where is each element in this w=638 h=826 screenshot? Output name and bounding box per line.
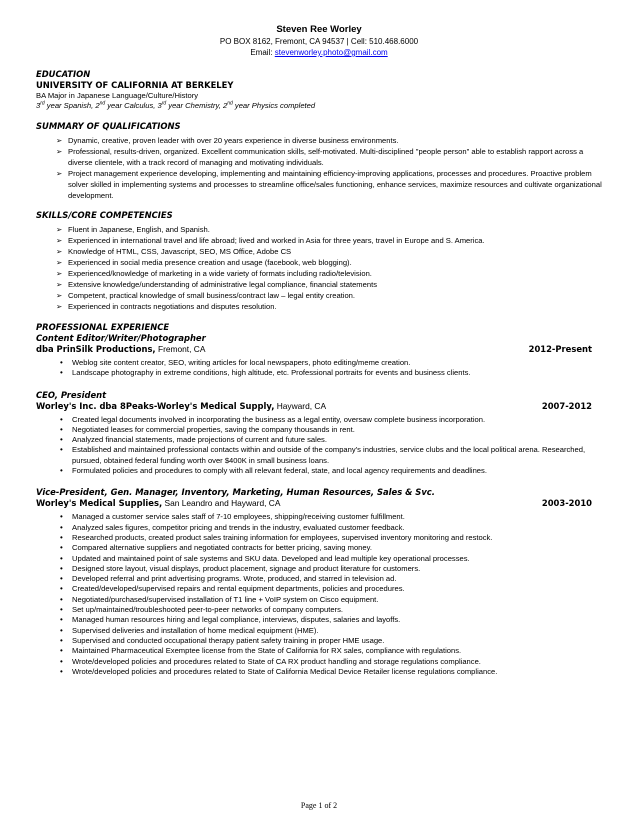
skills-section: [36, 210, 602, 312]
arrow-bullet-icon: ➢: [56, 302, 63, 311]
arrow-bullet-icon: ➢: [56, 147, 63, 156]
job-dates: 2007-2012: [541, 400, 592, 411]
resume-page: [36, 24, 602, 677]
arrow-bullet-icon: ➢: [56, 236, 63, 245]
job-duties: [36, 415, 602, 477]
list-item: • Managed a customer service sales staff of 7-10 employees, shipping/receiving customer fulfillment.: [60, 512, 405, 522]
bullet-icon: •: [60, 625, 63, 635]
bullet-icon: •: [60, 666, 63, 676]
arrow-bullet-icon: ➢: [56, 291, 63, 300]
resume-header: [36, 24, 602, 58]
job-entry: [36, 487, 602, 677]
bullet-icon: •: [60, 414, 63, 424]
list-item: ➢ Experienced in contracts negotiations and disputes resolution.: [56, 302, 277, 311]
list-item: • Supervised deliveries and installation of home medical equipment (HME).: [60, 625, 319, 635]
job-company: dba PrinSilk Productions,: [36, 344, 156, 354]
list-item: • Created/developed/supervised repairs and rental equipment departments, policies and procedures.: [60, 584, 405, 594]
bullet-icon: •: [60, 424, 63, 434]
list-item: • Supervised and conducted occupational therapy patient safety training in proper HME usage.: [60, 635, 385, 645]
list-item: • Researched products, created product sales training information for employees, supervised inventory monitoring and restock.: [60, 532, 493, 542]
list-item: ➢ Professional, results-driven, organized. Excellent communication skills, self-motivated. Multi-disciplined "people person" able to establish rapport across a diverse clientele, with a track record of managing and motivating individuals.: [56, 147, 584, 167]
list-item: • Developed referral and print advertising programs. Wrote, produced, and starred in television ad.: [60, 574, 397, 584]
job-company-line: [36, 401, 602, 412]
school-name: UNIVERSITY OF CALIFORNIA AT BERKELEY: [36, 80, 234, 90]
job-role: CEO, President: [36, 389, 107, 400]
experience-section: [36, 322, 602, 677]
bullet-icon: •: [60, 605, 63, 615]
list-item: • Updated and maintained point of sale systems and SKU data. Developed and lead multiple key operational processes.: [60, 553, 470, 563]
job-role: Content Editor/Writer/Photographer: [36, 333, 206, 343]
list-item: • Negotiated/purchased/supervised installation of T1 line + VoIP system on Cisco equipment.: [60, 594, 379, 604]
list-item: • Created legal documents involved in incorporating the business as a legal entity, oversaw complete business incorporation.: [60, 414, 486, 424]
arrow-bullet-icon: ➢: [56, 258, 63, 267]
email-link[interactable]: stevenworley.photo@gmail.com: [274, 48, 388, 57]
job-company: Worley's Inc. dba 8Peaks-Worley's Medical Supply,: [36, 400, 275, 411]
courses-line: [36, 101, 602, 111]
list-item: ➢ Experienced in international travel and life abroad; lived and worked in Asia for three years, travel in Europe and S. America.: [56, 236, 485, 245]
job-location: Fremont, CA: [155, 344, 206, 354]
course: 2nd year Physics completed: [223, 100, 316, 110]
arrow-bullet-icon: ➢: [56, 225, 63, 234]
job-entry: [36, 390, 602, 477]
list-item: ➢ Knowledge of HTML, CSS, Javascript, SEO, MS Office, Adobe CS: [56, 247, 292, 256]
page-number: Page 1 of 2: [300, 801, 338, 810]
education-section: [36, 69, 602, 111]
job-role: Vice-President, Gen. Manager, Inventory, Marketing, Human Resources, Sales & Svc.: [36, 487, 435, 498]
job-company-line: [36, 344, 602, 355]
arrow-bullet-icon: ➢: [56, 169, 63, 178]
email-label: Email:: [250, 48, 275, 57]
bullet-icon: •: [60, 435, 63, 445]
skills-list: [36, 224, 602, 312]
course: 3rd year Chemistry,: [157, 100, 223, 110]
bullet-icon: •: [60, 563, 63, 573]
bullet-icon: •: [60, 532, 63, 542]
summary-title: SUMMARY OF QUALIFICATIONS: [36, 121, 181, 131]
contact-line: PO BOX 8162, Fremont, CA 94537 | Cell: 510.468.6000: [219, 37, 419, 46]
bullet-icon: •: [60, 358, 63, 367]
list-item: • Analyzed sales figures, competitor pricing and trends in the industry, evaluated customer feedback.: [60, 522, 405, 532]
bullet-icon: •: [60, 574, 63, 584]
arrow-bullet-icon: ➢: [56, 269, 63, 278]
list-item: ➢ Experienced in social media presence creation and usage (facebook, web blogging).: [56, 258, 352, 267]
job-dates: 2003-2010: [541, 498, 592, 509]
list-item: • Designed store layout, visual displays, product placement, signage and product literature for customers.: [60, 563, 421, 573]
education-title: EDUCATION: [36, 69, 91, 79]
list-item: • Wrote/developed policies and procedures related to State of CA RX product handling and storage regulations compliance.: [60, 656, 481, 666]
arrow-bullet-icon: ➢: [56, 280, 63, 289]
job-company: Worley's Medical Supplies,: [36, 498, 163, 509]
job-location: Hayward, CA: [274, 400, 327, 411]
list-item: • Weblog site content creator, SEO, writing articles for local newspapers, photo editing/meme creation.: [60, 358, 411, 367]
list-item: ➢ Fluent in Japanese, English, and Spanish.: [56, 225, 210, 234]
bullet-icon: •: [60, 615, 63, 625]
list-item: ➢ Experienced/knowledge of marketing in a wide variety of formats including radio/television.: [56, 269, 372, 278]
summary-list: [36, 135, 602, 201]
bullet-icon: •: [60, 584, 63, 594]
bullet-icon: •: [60, 656, 63, 666]
list-item: • Compared alternative suppliers and negotiated contracts for better pricing, saving money.: [60, 543, 372, 553]
job-duties: [36, 358, 602, 379]
bullet-icon: •: [60, 368, 63, 378]
list-item: • Managed human resources hiring and legal compliance, interviews, disputes, salaries and layoffs.: [60, 615, 401, 625]
job-entry: [36, 333, 602, 379]
list-item: • Analyzed financial statements, made projections of current and future sales.: [60, 435, 327, 445]
job-company-line: [36, 498, 602, 509]
list-item: ➢ Extensive knowledge/understanding of administrative legal compliance, financial statements: [56, 280, 377, 289]
list-item: • Set up/maintained/troubleshooted peer-to-peer networks of company computers.: [60, 605, 343, 615]
experience-title: PROFESSIONAL EXPERIENCE: [36, 322, 170, 332]
list-item: ➢ Project management experience developing, implementing and maintaining efficiency-improving applications, processes and procedures. Proactive problem solver skilled in implementing systems and processes to streamline office/sales functioning, enhance services, maximize resources and cultivate organizational development.: [56, 169, 602, 200]
arrow-bullet-icon: ➢: [56, 136, 63, 145]
course: 3rd year Spanish,: [36, 100, 96, 110]
bullet-icon: •: [60, 635, 63, 645]
skills-title: SKILLS/CORE COMPETENCIES: [36, 210, 173, 220]
list-item: • Formulated policies and procedures to comply with all relevant federal, state, and local agency requirements and deadlines.: [60, 466, 487, 476]
list-item: • Wrote/developed policies and procedures related to State of California Medical Device Retailer license regulations compliance.: [60, 666, 498, 676]
bullet-icon: •: [60, 512, 63, 522]
candidate-name: Steven Ree Worley: [276, 24, 362, 35]
list-item: ➢ Dynamic, creative, proven leader with over 20 years experience in diverse business environments.: [56, 136, 399, 145]
course: 2nd year Calculus,: [95, 100, 158, 110]
bullet-icon: •: [60, 522, 63, 532]
job-dates: 2012-Present: [528, 344, 592, 354]
arrow-bullet-icon: ➢: [56, 247, 63, 256]
bullet-icon: •: [60, 466, 63, 476]
bullet-icon: •: [60, 543, 63, 553]
bullet-icon: •: [60, 445, 63, 455]
summary-section: [36, 121, 602, 201]
job-duties: [36, 512, 602, 677]
list-item: • Landscape photography in extreme conditions, high altitude, etc. Professional portraits for events and business clients.: [60, 368, 471, 378]
list-item: • Negotiated leases for commercial properties, saving the company thousands in rent.: [60, 424, 355, 434]
list-item: • Established and maintained professional contacts within and outside of the company's industries, service clubs and the local political arena. Researched, pursued, obtained federal funding worth over $400K in small business loans.: [60, 445, 586, 465]
degree: BA Major in Japanese Language/Culture/History: [36, 91, 199, 100]
job-location: San Leandro and Hayward, CA: [162, 498, 281, 509]
email-line: [36, 47, 602, 58]
bullet-icon: •: [60, 646, 63, 656]
bullet-icon: •: [60, 594, 63, 604]
bullet-icon: •: [60, 553, 63, 563]
list-item: ➢ Competent, practical knowledge of small business/contract law – legal entity creation.: [56, 291, 356, 300]
list-item: • Maintained Pharmaceutical Exemptee license from the State of California for RX sales, compliance with regulations.: [60, 646, 462, 656]
